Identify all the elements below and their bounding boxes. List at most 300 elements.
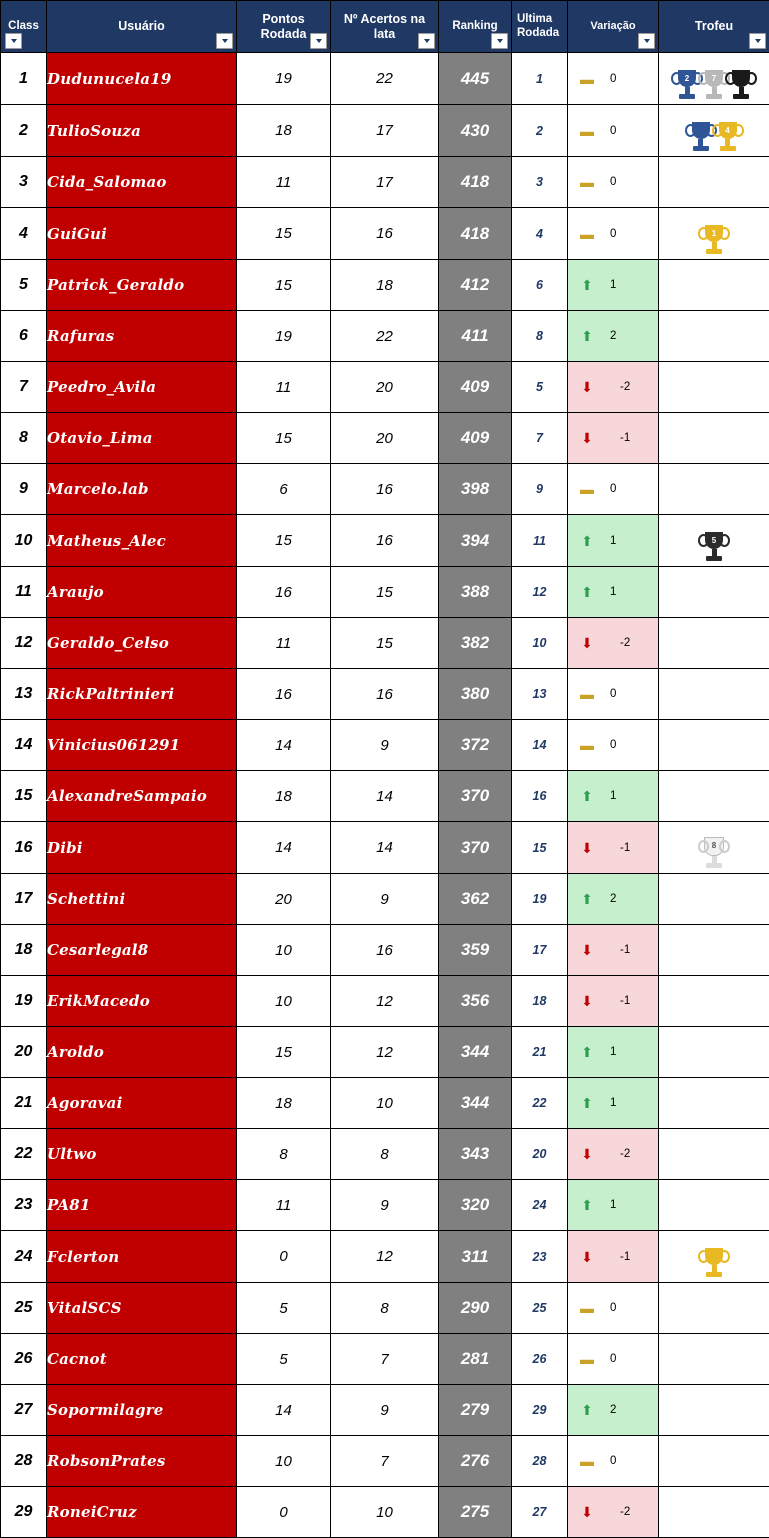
cell-pontos: 5 <box>237 1334 331 1385</box>
cell-ultima: 28 <box>512 1436 568 1487</box>
cell-pontos: 10 <box>237 1436 331 1487</box>
cell-usuario: Cida_Salomao <box>47 157 237 208</box>
trophy-icon <box>715 122 741 151</box>
cell-trofeu <box>659 720 769 771</box>
table-row <box>1 720 769 771</box>
variacao-value: -1 <box>620 1251 630 1263</box>
cell-pontos: 11 <box>237 157 331 208</box>
cell-variacao <box>568 464 659 515</box>
cell-ranking: 359 <box>439 925 512 976</box>
cell-class: 5 <box>1 260 47 311</box>
cell-ranking: 412 <box>439 260 512 311</box>
cell-usuario: Ultwo <box>47 1129 237 1180</box>
arrow-up-icon: ⬆ <box>578 1096 596 1110</box>
arrow-flat-icon: ▬ <box>578 1352 596 1366</box>
cell-class: 21 <box>1 1078 47 1129</box>
table-row <box>1 208 769 260</box>
cell-trofeu <box>659 362 769 413</box>
column-header-usuario-label: Usuário <box>47 19 236 33</box>
arrow-up-icon: ⬆ <box>578 278 596 292</box>
variacao-value: 1 <box>610 1097 616 1109</box>
cell-variacao <box>568 157 659 208</box>
cell-variacao <box>568 1231 659 1283</box>
cell-class: 18 <box>1 925 47 976</box>
cell-class: 11 <box>1 567 47 618</box>
cell-ranking: 362 <box>439 874 512 925</box>
cell-ultima: 13 <box>512 669 568 720</box>
cell-class: 6 <box>1 311 47 362</box>
arrow-flat-icon: ▬ <box>578 124 596 138</box>
cell-class: 29 <box>1 1487 47 1538</box>
cell-pontos: 20 <box>237 874 331 925</box>
column-header-acertos-label: Nº Acertos na lata <box>331 12 438 41</box>
cell-variacao <box>568 208 659 260</box>
cell-usuario: Vinicius061291 <box>47 720 237 771</box>
cell-pontos: 11 <box>237 362 331 413</box>
cell-ranking: 343 <box>439 1129 512 1180</box>
variacao-value: -1 <box>620 842 630 854</box>
table-row <box>1 771 769 822</box>
arrow-up-icon: ⬆ <box>578 892 596 906</box>
cell-variacao <box>568 1436 659 1487</box>
cell-ranking: 370 <box>439 822 512 874</box>
cell-class: 27 <box>1 1385 47 1436</box>
cell-pontos: 15 <box>237 413 331 464</box>
cell-pontos: 16 <box>237 669 331 720</box>
arrow-flat-icon: ▬ <box>578 482 596 496</box>
cell-class: 3 <box>1 157 47 208</box>
variacao-value: -1 <box>620 995 630 1007</box>
cell-class: 24 <box>1 1231 47 1283</box>
cell-variacao <box>568 362 659 413</box>
cell-class: 2 <box>1 105 47 157</box>
cell-usuario: Schettini <box>47 874 237 925</box>
cell-usuario: Rafuras <box>47 311 237 362</box>
arrow-up-icon: ⬆ <box>578 585 596 599</box>
cell-pontos: 14 <box>237 822 331 874</box>
variacao-value: 1 <box>610 1199 616 1211</box>
variacao-value: 0 <box>610 228 616 240</box>
cell-acertos: 7 <box>331 1334 439 1385</box>
cell-acertos: 10 <box>331 1487 439 1538</box>
arrow-flat-icon: ▬ <box>578 1301 596 1315</box>
arrow-down-icon: ⬇ <box>578 943 596 957</box>
arrow-up-icon: ⬆ <box>578 1403 596 1417</box>
cell-pontos: 15 <box>237 260 331 311</box>
cell-ranking: 411 <box>439 311 512 362</box>
cell-acertos: 9 <box>331 1385 439 1436</box>
cell-ultima: 9 <box>512 464 568 515</box>
cell-usuario: Marcelo.lab <box>47 464 237 515</box>
cell-trofeu <box>659 464 769 515</box>
table-row <box>1 1078 769 1129</box>
cell-ultima: 10 <box>512 618 568 669</box>
column-header-ranking[interactable] <box>439 1 512 53</box>
cell-variacao <box>568 1180 659 1231</box>
table-row <box>1 157 769 208</box>
arrow-down-icon: ⬇ <box>578 1250 596 1264</box>
cell-trofeu <box>659 311 769 362</box>
cell-pontos: 8 <box>237 1129 331 1180</box>
variacao-value: -1 <box>620 944 630 956</box>
cell-usuario: PA81 <box>47 1180 237 1231</box>
variacao-value: 0 <box>610 1302 616 1314</box>
trophy-group <box>701 208 727 254</box>
trophy-group <box>674 53 754 99</box>
cell-class: 4 <box>1 208 47 260</box>
cell-ranking: 356 <box>439 976 512 1027</box>
table-row <box>1 1180 769 1231</box>
variacao-value: 0 <box>610 73 616 85</box>
cell-ultima: 16 <box>512 771 568 822</box>
cell-class: 25 <box>1 1283 47 1334</box>
arrow-flat-icon: ▬ <box>578 1454 596 1468</box>
trophy-number: 8 <box>701 841 727 850</box>
cell-variacao <box>568 260 659 311</box>
cell-trofeu <box>659 53 769 105</box>
table-row <box>1 53 769 105</box>
cell-trofeu <box>659 1487 769 1538</box>
cell-acertos: 17 <box>331 157 439 208</box>
cell-variacao <box>568 720 659 771</box>
variacao-value: 0 <box>610 1353 616 1365</box>
cell-variacao <box>568 1129 659 1180</box>
cell-acertos: 22 <box>331 53 439 105</box>
trophy-icon <box>674 70 700 99</box>
arrow-flat-icon: ▬ <box>578 175 596 189</box>
cell-usuario: Agoravai <box>47 1078 237 1129</box>
arrow-down-icon: ⬇ <box>578 841 596 855</box>
cell-acertos: 8 <box>331 1283 439 1334</box>
trophy-icon <box>701 837 727 868</box>
cell-acertos: 14 <box>331 822 439 874</box>
cell-acertos: 12 <box>331 1027 439 1078</box>
column-header-variacao-label: Variação <box>568 20 658 33</box>
trophy-icon <box>701 1248 727 1277</box>
table-row <box>1 1385 769 1436</box>
cell-usuario: RoneiCruz <box>47 1487 237 1538</box>
cell-pontos: 19 <box>237 311 331 362</box>
cell-class: 7 <box>1 362 47 413</box>
cell-class: 17 <box>1 874 47 925</box>
table-row <box>1 567 769 618</box>
variacao-value: 1 <box>610 1046 616 1058</box>
table-row <box>1 1436 769 1487</box>
cell-variacao <box>568 771 659 822</box>
table-row <box>1 1129 769 1180</box>
trophy-number: 4 <box>715 126 741 135</box>
table-row <box>1 822 769 874</box>
table-row <box>1 1487 769 1538</box>
filter-icon-variacao[interactable] <box>638 33 655 49</box>
cell-variacao <box>568 413 659 464</box>
filter-icon-ranking[interactable] <box>491 33 508 49</box>
filter-icon-class[interactable] <box>5 33 22 49</box>
table-row <box>1 669 769 720</box>
cell-class: 20 <box>1 1027 47 1078</box>
cell-usuario: Peedro_Avila <box>47 362 237 413</box>
trophy-group <box>688 105 741 151</box>
cell-ultima: 26 <box>512 1334 568 1385</box>
table-body <box>1 53 769 1538</box>
trophy-group <box>701 822 727 868</box>
table-header <box>1 1 769 53</box>
cell-ranking: 372 <box>439 720 512 771</box>
variacao-value: 0 <box>610 688 616 700</box>
cell-acertos: 22 <box>331 311 439 362</box>
cell-ranking: 279 <box>439 1385 512 1436</box>
cell-usuario: TulioSouza <box>47 105 237 157</box>
cell-usuario: Fclerton <box>47 1231 237 1283</box>
cell-ranking: 382 <box>439 618 512 669</box>
arrow-up-icon: ⬆ <box>578 534 596 548</box>
cell-usuario: RickPaltrinieri <box>47 669 237 720</box>
cell-pontos: 15 <box>237 515 331 567</box>
cell-acertos: 9 <box>331 720 439 771</box>
cell-ranking: 290 <box>439 1283 512 1334</box>
cell-pontos: 18 <box>237 105 331 157</box>
table-row <box>1 925 769 976</box>
cell-trofeu <box>659 1027 769 1078</box>
trophy-icon <box>701 70 727 99</box>
variacao-value: 2 <box>610 330 616 342</box>
cell-class: 12 <box>1 618 47 669</box>
cell-class: 1 <box>1 53 47 105</box>
cell-class: 23 <box>1 1180 47 1231</box>
variacao-value: 1 <box>610 586 616 598</box>
table-row <box>1 618 769 669</box>
filter-icon-trofeu[interactable] <box>749 33 766 49</box>
cell-class: 28 <box>1 1436 47 1487</box>
column-header-usuario[interactable] <box>47 1 237 53</box>
cell-ranking: 430 <box>439 105 512 157</box>
arrow-up-icon: ⬆ <box>578 789 596 803</box>
cell-usuario: Matheus_Alec <box>47 515 237 567</box>
cell-trofeu <box>659 515 769 567</box>
cell-ranking: 320 <box>439 1180 512 1231</box>
cell-acertos: 8 <box>331 1129 439 1180</box>
cell-pontos: 14 <box>237 1385 331 1436</box>
cell-usuario: VitalSCS <box>47 1283 237 1334</box>
cell-ranking: 418 <box>439 208 512 260</box>
cell-variacao <box>568 669 659 720</box>
cell-acertos: 16 <box>331 925 439 976</box>
cell-ultima: 23 <box>512 1231 568 1283</box>
cell-acertos: 18 <box>331 260 439 311</box>
column-header-ultima-rodada[interactable] <box>512 1 568 53</box>
arrow-flat-icon: ▬ <box>578 687 596 701</box>
cell-acertos: 16 <box>331 208 439 260</box>
cell-variacao <box>568 53 659 105</box>
variacao-value: 1 <box>610 535 616 547</box>
cell-acertos: 20 <box>331 362 439 413</box>
cell-acertos: 20 <box>331 413 439 464</box>
table-row <box>1 1334 769 1385</box>
cell-class: 9 <box>1 464 47 515</box>
cell-pontos: 10 <box>237 925 331 976</box>
trophy-number: 7 <box>701 74 727 83</box>
cell-usuario: Cesarlegal8 <box>47 925 237 976</box>
cell-acertos: 9 <box>331 1180 439 1231</box>
cell-ultima: 1 <box>512 53 568 105</box>
cell-acertos: 9 <box>331 874 439 925</box>
cell-ranking: 344 <box>439 1078 512 1129</box>
trophy-icon <box>728 70 754 99</box>
trophy-group <box>701 1231 727 1277</box>
column-header-class[interactable] <box>1 1 47 53</box>
column-header-pontos[interactable] <box>237 1 331 53</box>
cell-trofeu <box>659 1180 769 1231</box>
cell-pontos: 19 <box>237 53 331 105</box>
cell-class: 14 <box>1 720 47 771</box>
trophy-number: 5 <box>701 536 727 545</box>
cell-ultima: 20 <box>512 1129 568 1180</box>
cell-variacao <box>568 311 659 362</box>
variacao-value: 0 <box>610 1455 616 1467</box>
trophy-icon <box>701 532 727 561</box>
column-header-ultima-rodada-label: Ultima Rodada <box>512 13 567 39</box>
cell-variacao <box>568 874 659 925</box>
cell-usuario: GuiGui <box>47 208 237 260</box>
cell-ranking: 394 <box>439 515 512 567</box>
cell-acertos: 14 <box>331 771 439 822</box>
arrow-up-icon: ⬆ <box>578 1198 596 1212</box>
column-header-class-label: Class <box>1 20 46 33</box>
table-row <box>1 1283 769 1334</box>
cell-class: 19 <box>1 976 47 1027</box>
cell-pontos: 11 <box>237 618 331 669</box>
cell-variacao <box>568 925 659 976</box>
cell-ultima: 25 <box>512 1283 568 1334</box>
cell-trofeu <box>659 260 769 311</box>
cell-variacao <box>568 105 659 157</box>
cell-pontos: 0 <box>237 1231 331 1283</box>
arrow-flat-icon: ▬ <box>578 72 596 86</box>
arrow-down-icon: ⬇ <box>578 636 596 650</box>
table-row <box>1 976 769 1027</box>
arrow-flat-icon: ▬ <box>578 227 596 241</box>
cell-class: 16 <box>1 822 47 874</box>
column-header-trofeu[interactable] <box>659 1 769 53</box>
cell-usuario: Patrick_Geraldo <box>47 260 237 311</box>
cell-usuario: ErikMacedo <box>47 976 237 1027</box>
cell-ranking: 398 <box>439 464 512 515</box>
column-header-variacao[interactable] <box>568 1 659 53</box>
table-row <box>1 105 769 157</box>
cell-ranking: 418 <box>439 157 512 208</box>
cell-ranking: 281 <box>439 1334 512 1385</box>
cell-ultima: 17 <box>512 925 568 976</box>
variacao-value: 0 <box>610 739 616 751</box>
variacao-value: 1 <box>610 790 616 802</box>
variacao-value: 2 <box>610 1404 616 1416</box>
cell-trofeu <box>659 976 769 1027</box>
table-row <box>1 1231 769 1283</box>
cell-trofeu <box>659 157 769 208</box>
variacao-value: 0 <box>610 176 616 188</box>
column-header-trofeu-label: Trofeu <box>659 19 769 33</box>
cell-acertos: 7 <box>331 1436 439 1487</box>
cell-pontos: 15 <box>237 1027 331 1078</box>
arrow-down-icon: ⬇ <box>578 1147 596 1161</box>
column-header-acertos[interactable] <box>331 1 439 53</box>
cell-acertos: 16 <box>331 669 439 720</box>
table-row <box>1 413 769 464</box>
column-header-pontos-label: Pontos Rodada <box>237 12 330 41</box>
cell-trofeu <box>659 1078 769 1129</box>
trophy-icon <box>688 122 714 151</box>
cell-ranking: 275 <box>439 1487 512 1538</box>
cell-class: 13 <box>1 669 47 720</box>
cell-variacao <box>568 1078 659 1129</box>
cell-pontos: 16 <box>237 567 331 618</box>
cell-ultima: 15 <box>512 822 568 874</box>
cell-usuario: Otavio_Lima <box>47 413 237 464</box>
cell-ultima: 8 <box>512 311 568 362</box>
cell-usuario: AlexandreSampaio <box>47 771 237 822</box>
arrow-down-icon: ⬇ <box>578 431 596 445</box>
cell-trofeu <box>659 208 769 260</box>
cell-variacao <box>568 515 659 567</box>
cell-usuario: Cacnot <box>47 1334 237 1385</box>
variacao-value: -2 <box>620 381 630 393</box>
cell-acertos: 16 <box>331 464 439 515</box>
cell-variacao <box>568 567 659 618</box>
variacao-value: 0 <box>610 483 616 495</box>
cell-ultima: 7 <box>512 413 568 464</box>
cell-usuario: Geraldo_Celso <box>47 618 237 669</box>
cell-ranking: 344 <box>439 1027 512 1078</box>
filter-icon-pontos[interactable] <box>310 33 327 49</box>
table-row <box>1 515 769 567</box>
cell-trofeu <box>659 618 769 669</box>
cell-usuario: Dibi <box>47 822 237 874</box>
variacao-value: 1 <box>610 279 616 291</box>
cell-acertos: 17 <box>331 105 439 157</box>
cell-ranking: 370 <box>439 771 512 822</box>
cell-class: 26 <box>1 1334 47 1385</box>
table-row <box>1 464 769 515</box>
cell-usuario: RobsonPrates <box>47 1436 237 1487</box>
arrow-down-icon: ⬇ <box>578 994 596 1008</box>
cell-variacao <box>568 1027 659 1078</box>
cell-pontos: 11 <box>237 1180 331 1231</box>
arrow-up-icon: ⬆ <box>578 1045 596 1059</box>
cell-trofeu <box>659 1334 769 1385</box>
cell-trofeu <box>659 874 769 925</box>
cell-trofeu <box>659 413 769 464</box>
cell-trofeu <box>659 771 769 822</box>
cell-ultima: 3 <box>512 157 568 208</box>
variacao-value: -2 <box>620 637 630 649</box>
cell-ultima: 24 <box>512 1180 568 1231</box>
cell-trofeu <box>659 105 769 157</box>
cell-acertos: 16 <box>331 515 439 567</box>
variacao-value: -2 <box>620 1506 630 1518</box>
cell-trofeu <box>659 1129 769 1180</box>
cell-trofeu <box>659 567 769 618</box>
cell-ultima: 5 <box>512 362 568 413</box>
cell-acertos: 12 <box>331 976 439 1027</box>
column-header-ranking-label: Ranking <box>439 20 511 33</box>
cell-pontos: 15 <box>237 208 331 260</box>
filter-icon-acertos[interactable] <box>418 33 435 49</box>
cell-ultima: 22 <box>512 1078 568 1129</box>
filter-icon-usuario[interactable] <box>216 33 233 49</box>
cell-usuario: Araujo <box>47 567 237 618</box>
header-row <box>1 1 769 53</box>
cell-class: 22 <box>1 1129 47 1180</box>
